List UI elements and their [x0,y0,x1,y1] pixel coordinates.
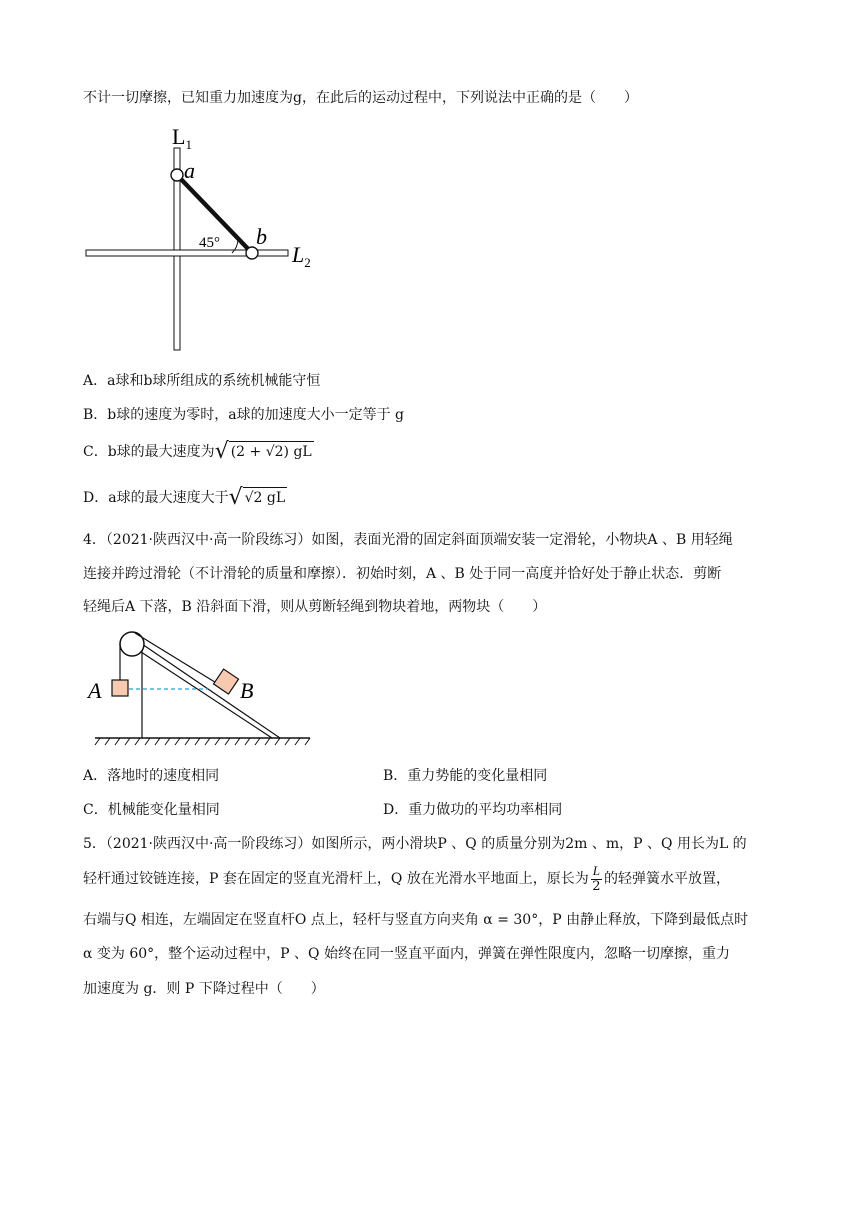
label-l1: $L_1$ [172,124,192,152]
rope-b [135,633,218,684]
q4-option-a: A．落地时的速度相同 [83,768,220,784]
q5-line-5: 加速度为 g．则 P 下降过程中（ ） [83,981,325,997]
q3-stem-tail: 不计一切摩擦，已知重力加速度为g，在此后的运动过程中，下列说法中正确的是（ ） [83,90,638,106]
ball-a [171,169,183,181]
label-block-b: B [240,678,254,703]
q5-line-1: 5．（2021·陕西汉中·高一阶段练习）如图所示，两小滑块P 、Q 的质量分别为2m 、m，P 、Q 用长为L 的 [83,836,747,852]
q4-option-d: D．重力做功的平均功率相同 [383,802,563,818]
incline-top [142,644,280,738]
q4-line-1: 4．（2021·陕西汉中·高一阶段练习）如图，表面光滑的固定斜面顶端安装一定滑轮，小物块A 、B 用轻绳 [83,532,733,548]
q4-line-2: 连接并跨过滑轮（不计滑轮的质量和摩擦）．初始时刻，A 、B 处于同一高度并恰好处于静止状态．剪断 [83,566,722,582]
label-l2: $L_2$ [292,242,311,270]
q5-line-2: 轻杆通过铰链连接，P 套在固定的竖直光滑杆上，Q 放在光滑水平地面上，原长为 $\frac{L}{2}$ 的轻弹簧水平放置， [83,863,731,894]
q5-line-4: α 变为 60°，整个运动过程中，P 、Q 始终在同一竖直平面内，弹簧在弹性限度内，忽略一切摩擦，重力 [83,946,730,962]
block-a [112,680,128,696]
q4-figure [80,628,320,746]
label-a: a [184,158,195,183]
q3-figure [80,120,340,355]
q3-option-c: C．b球的最大速度为 √ (2 + √2) gL [83,439,312,464]
sqrt-expr-c: √ (2 + √2) gL [214,439,312,464]
q3-option-d: D．a球的最大速度大于 √ √2 gL [83,485,286,510]
pulley [120,632,144,656]
fraction-half-l: $\frac{L}{2}$ [592,863,601,894]
label-angle: 45° [199,235,220,251]
sqrt-expr-d: √ √2 gL [228,485,286,510]
label-b: b [256,224,267,249]
q4-option-c: C．机械能变化量相同 [83,802,220,818]
q3-option-a: A．a球和b球所组成的系统机械能守恒 [83,373,321,389]
label-block-a: A [88,678,102,703]
q4-line-3: 轻绳后A 下落，B 沿斜面下滑，则从剪断轻绳到物块着地，两物块（ ） [83,599,547,615]
ground-hatch [95,738,310,745]
q3-option-b: B．b球的速度为零时，a球的加速度大小一定等于 g [83,407,405,423]
block-b [214,669,239,694]
q4-option-b: B．重力势能的变化量相同 [383,768,548,784]
q5-line-3: 右端与Q 相连，左端固定在竖直杆O 点上，轻杆与竖直方向夹角 α = 30°，P 由静止释放，下降到最低点时 [83,912,749,928]
